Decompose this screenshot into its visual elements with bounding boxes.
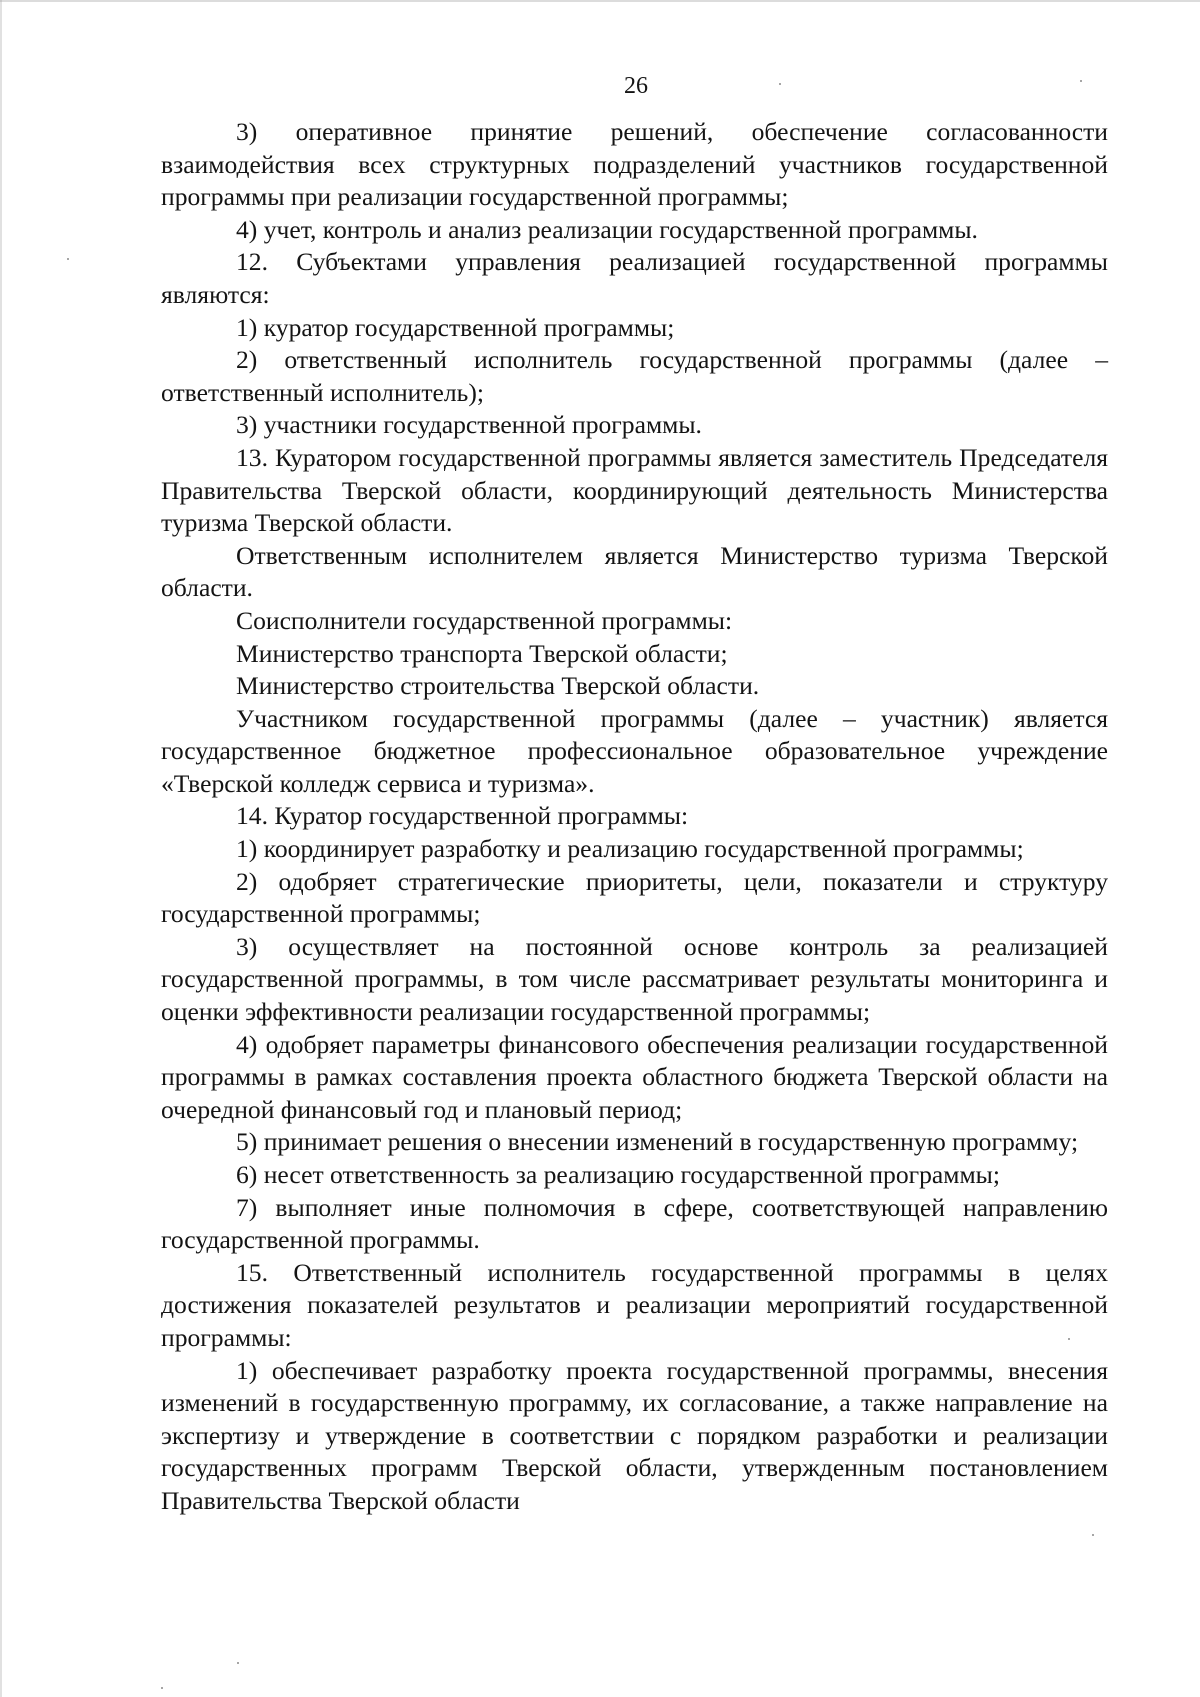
paragraph: Ответственным исполнителем является Министерство туризма Тверской области. — [161, 540, 1108, 603]
scan-speck — [237, 1662, 239, 1664]
paragraph: 3) участники государственной программы. — [236, 410, 702, 440]
page-number: 26 — [624, 73, 648, 99]
paragraph: 6) несет ответственность за реализацию государственной программы; — [236, 1160, 1000, 1189]
paragraph: Министерство строительства Тверской области. — [236, 671, 760, 701]
paragraph: 7) выполняет иные полномочия в сфере, соответствующей направлению государственной программы. — [161, 1192, 1108, 1255]
scan-speck — [67, 258, 69, 260]
paragraph: 2) ответственный исполнитель государственной программы (далее – ответственный исполнитель); — [161, 345, 1108, 407]
paragraph: 3) оперативное принятие решений, обеспечение согласованности взаимодействия всех структурных подразделений участников государственной программы при реализации государственной программы; — [161, 117, 1108, 212]
page-edge — [0, 0, 1200, 2]
document-body — [161, 116, 1108, 1518]
paragraph: 13. Куратором государственной программы является заместитель Председателя Правительства Тверской области, координирующий деятельность Министерства туризма Тверской области. — [161, 442, 1108, 538]
paragraph: Участником государственной программы (далее – участник) является государственное бюджетное профессиональное образовательное учреждение «Тверской колледж сервиса и туризма». — [161, 703, 1108, 798]
paragraph: 1) обеспечивает разработку проекта государственной программы, внесения изменений в государственную программу, их согласование, а также направление на экспертизу и утверждение в соответствии с порядком разработки и реализации государственных программ Тверской области, утвержденным постановлением Правительства Тверской области — [161, 1355, 1108, 1515]
paragraph: 14. Куратор государственной программы: — [236, 801, 689, 831]
scan-speck — [1092, 1534, 1094, 1536]
paragraph: 12. Субъектами управления реализацией государственной программы являются: — [161, 247, 1108, 309]
paragraph: 1) куратор государственной программы; — [236, 312, 675, 342]
paragraph: 4) одобряет параметры финансового обеспечения реализации государственной программы в рамках составления проекта областного бюджета Тверской области на очередной финансовый год и плановый период; — [161, 1029, 1108, 1124]
paragraph: 3) осуществляет на постоянной основе контроль за реализацией государственной программы, в том числе рассматривает результаты мониторинга и оценки эффективности реализации государственной программы; — [161, 931, 1108, 1027]
paragraph: 1) координирует разработку и реализацию государственной программы; — [236, 834, 1024, 864]
scan-speck — [161, 1687, 163, 1689]
paragraph: 15. Ответственный исполнитель государственной программы в целях достижения показателей результатов и реализации мероприятий государственной программы: — [161, 1257, 1108, 1352]
page-edge — [0, 0, 2, 1697]
paragraph: Министерство транспорта Тверской области; — [236, 638, 728, 668]
paragraph: 2) одобряет стратегические приоритеты, цели, показатели и структуру государственной программы; — [161, 866, 1108, 929]
paragraph: 5) принимает решения о внесении изменений в государственную программу; — [236, 1127, 1079, 1157]
paragraph: Соисполнители государственной программы: — [236, 605, 733, 635]
paragraph: 4) учет, контроль и анализ реализации государственной программы. — [236, 214, 978, 244]
